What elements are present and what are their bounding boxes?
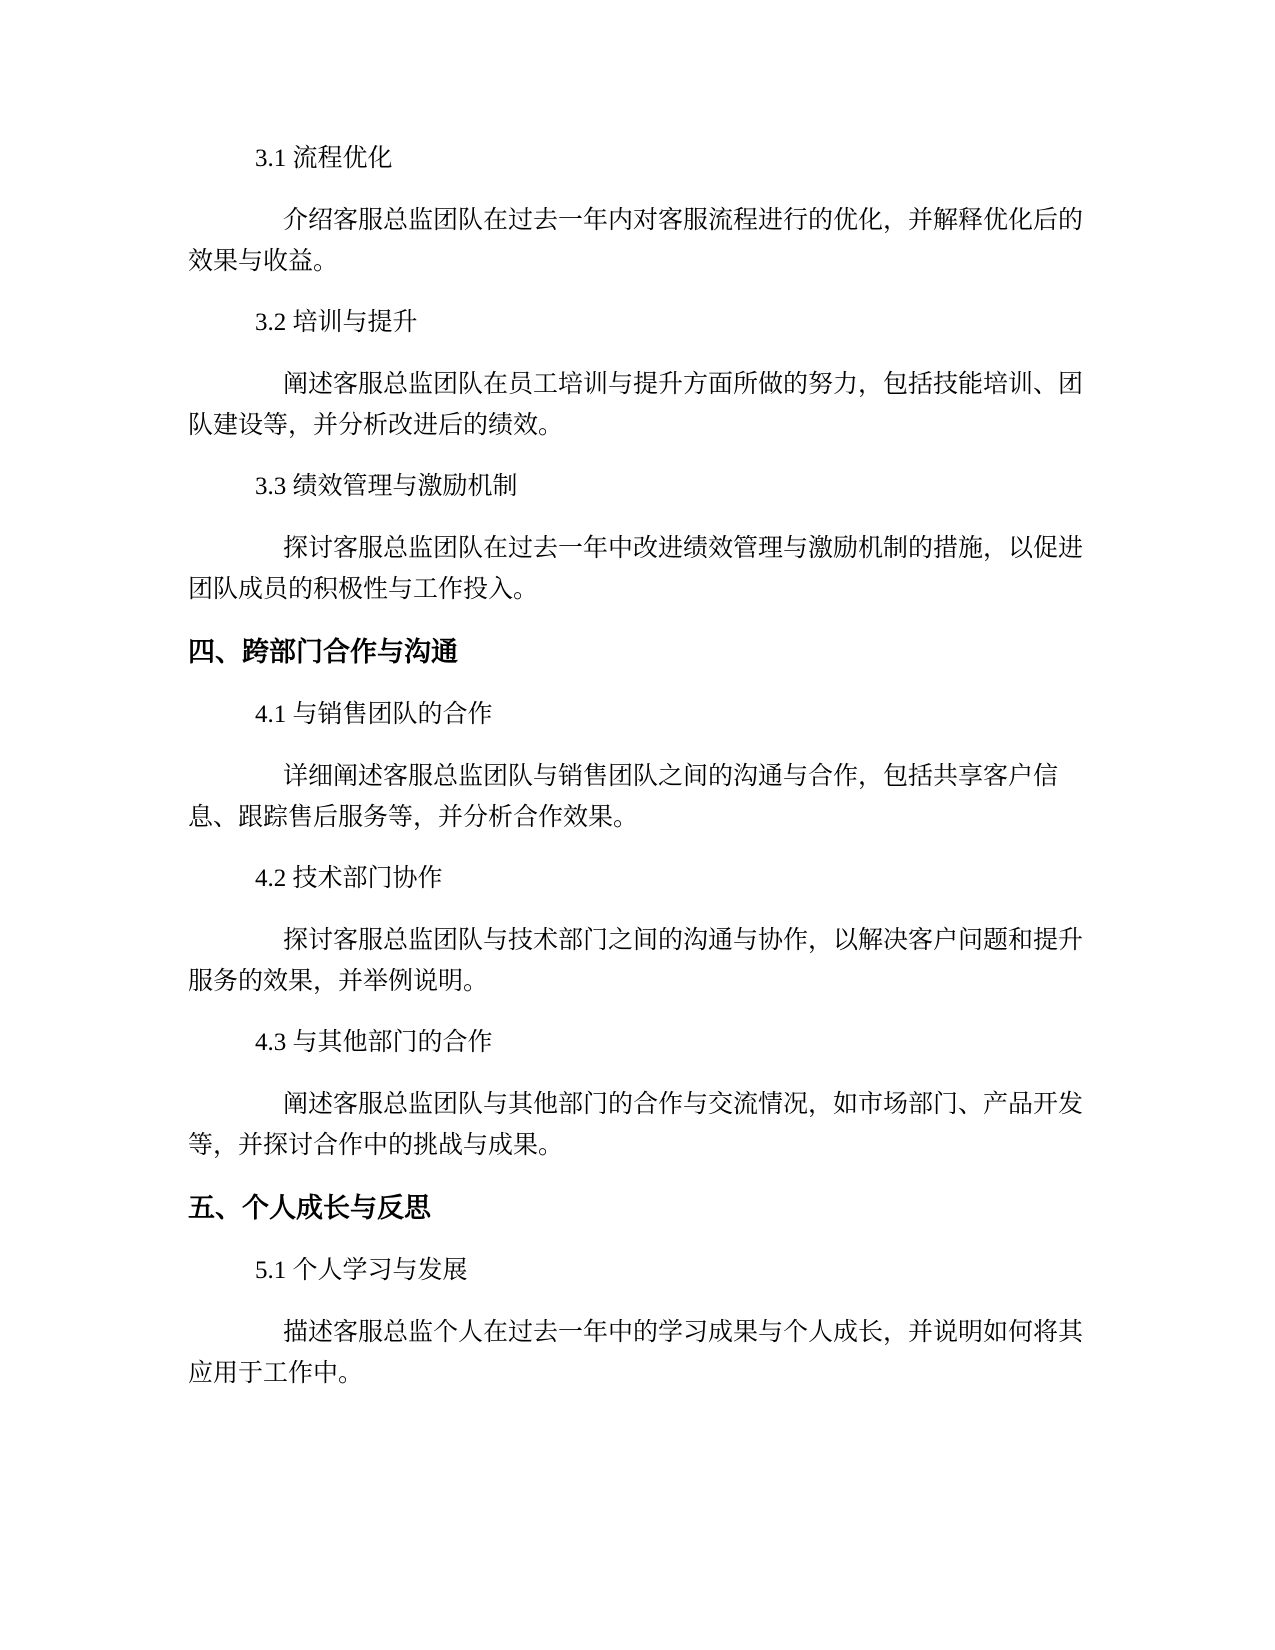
paragraph-4-2-line-2: 服务的效果，并举例说明。 <box>188 968 489 995</box>
paragraph-3-2-line-2: 队建设等，并分析改进后的绩效。 <box>188 412 564 439</box>
paragraph-4-3-line-2: 等，并探讨合作中的挑战与成果。 <box>188 1132 564 1159</box>
subsection-heading-5-1: 5.1 个人学习与发展 <box>255 1257 468 1284</box>
paragraph-3-1-line-2: 效果与收益。 <box>188 248 339 275</box>
paragraph-3-1-line-1: 介绍客服总监团队在过去一年内对客服流程进行的优化，并解释优化后的 <box>283 207 1084 234</box>
section-heading-4: 四、跨部门合作与沟通 <box>188 637 458 668</box>
paragraph-4-1-line-1: 详细阐述客服总监团队与销售团队之间的沟通与合作，包括共享客户信 <box>283 763 1059 790</box>
paragraph-5-1-line-1: 描述客服总监个人在过去一年中的学习成果与个人成长，并说明如何将其 <box>283 1319 1084 1346</box>
subsection-heading-4-3: 4.3 与其他部门的合作 <box>255 1029 493 1056</box>
paragraph-4-1-line-2: 息、跟踪售后服务等，并分析合作效果。 <box>188 804 639 831</box>
subsection-heading-3-2: 3.2 培训与提升 <box>255 309 418 336</box>
paragraph-3-3-line-2: 团队成员的积极性与工作投入。 <box>188 576 539 603</box>
subsection-heading-3-3: 3.3 绩效管理与激励机制 <box>255 473 518 500</box>
paragraph-3-3-line-1: 探讨客服总监团队在过去一年中改进绩效管理与激励机制的措施，以促进 <box>283 535 1084 562</box>
subsection-heading-4-2: 4.2 技术部门协作 <box>255 865 443 892</box>
section-heading-5: 五、个人成长与反思 <box>188 1193 431 1224</box>
paragraph-5-1-line-2: 应用于工作中。 <box>188 1360 364 1387</box>
subsection-heading-3-1: 3.1 流程优化 <box>255 145 393 172</box>
paragraph-3-2-line-1: 阐述客服总监团队在员工培训与提升方面所做的努力，包括技能培训、团 <box>283 371 1084 398</box>
subsection-heading-4-1: 4.1 与销售团队的合作 <box>255 701 493 728</box>
paragraph-4-2-line-1: 探讨客服总监团队与技术部门之间的沟通与协作，以解决客户问题和提升 <box>283 927 1084 954</box>
paragraph-4-3-line-1: 阐述客服总监团队与其他部门的合作与交流情况，如市场部门、产品开发 <box>283 1091 1084 1118</box>
